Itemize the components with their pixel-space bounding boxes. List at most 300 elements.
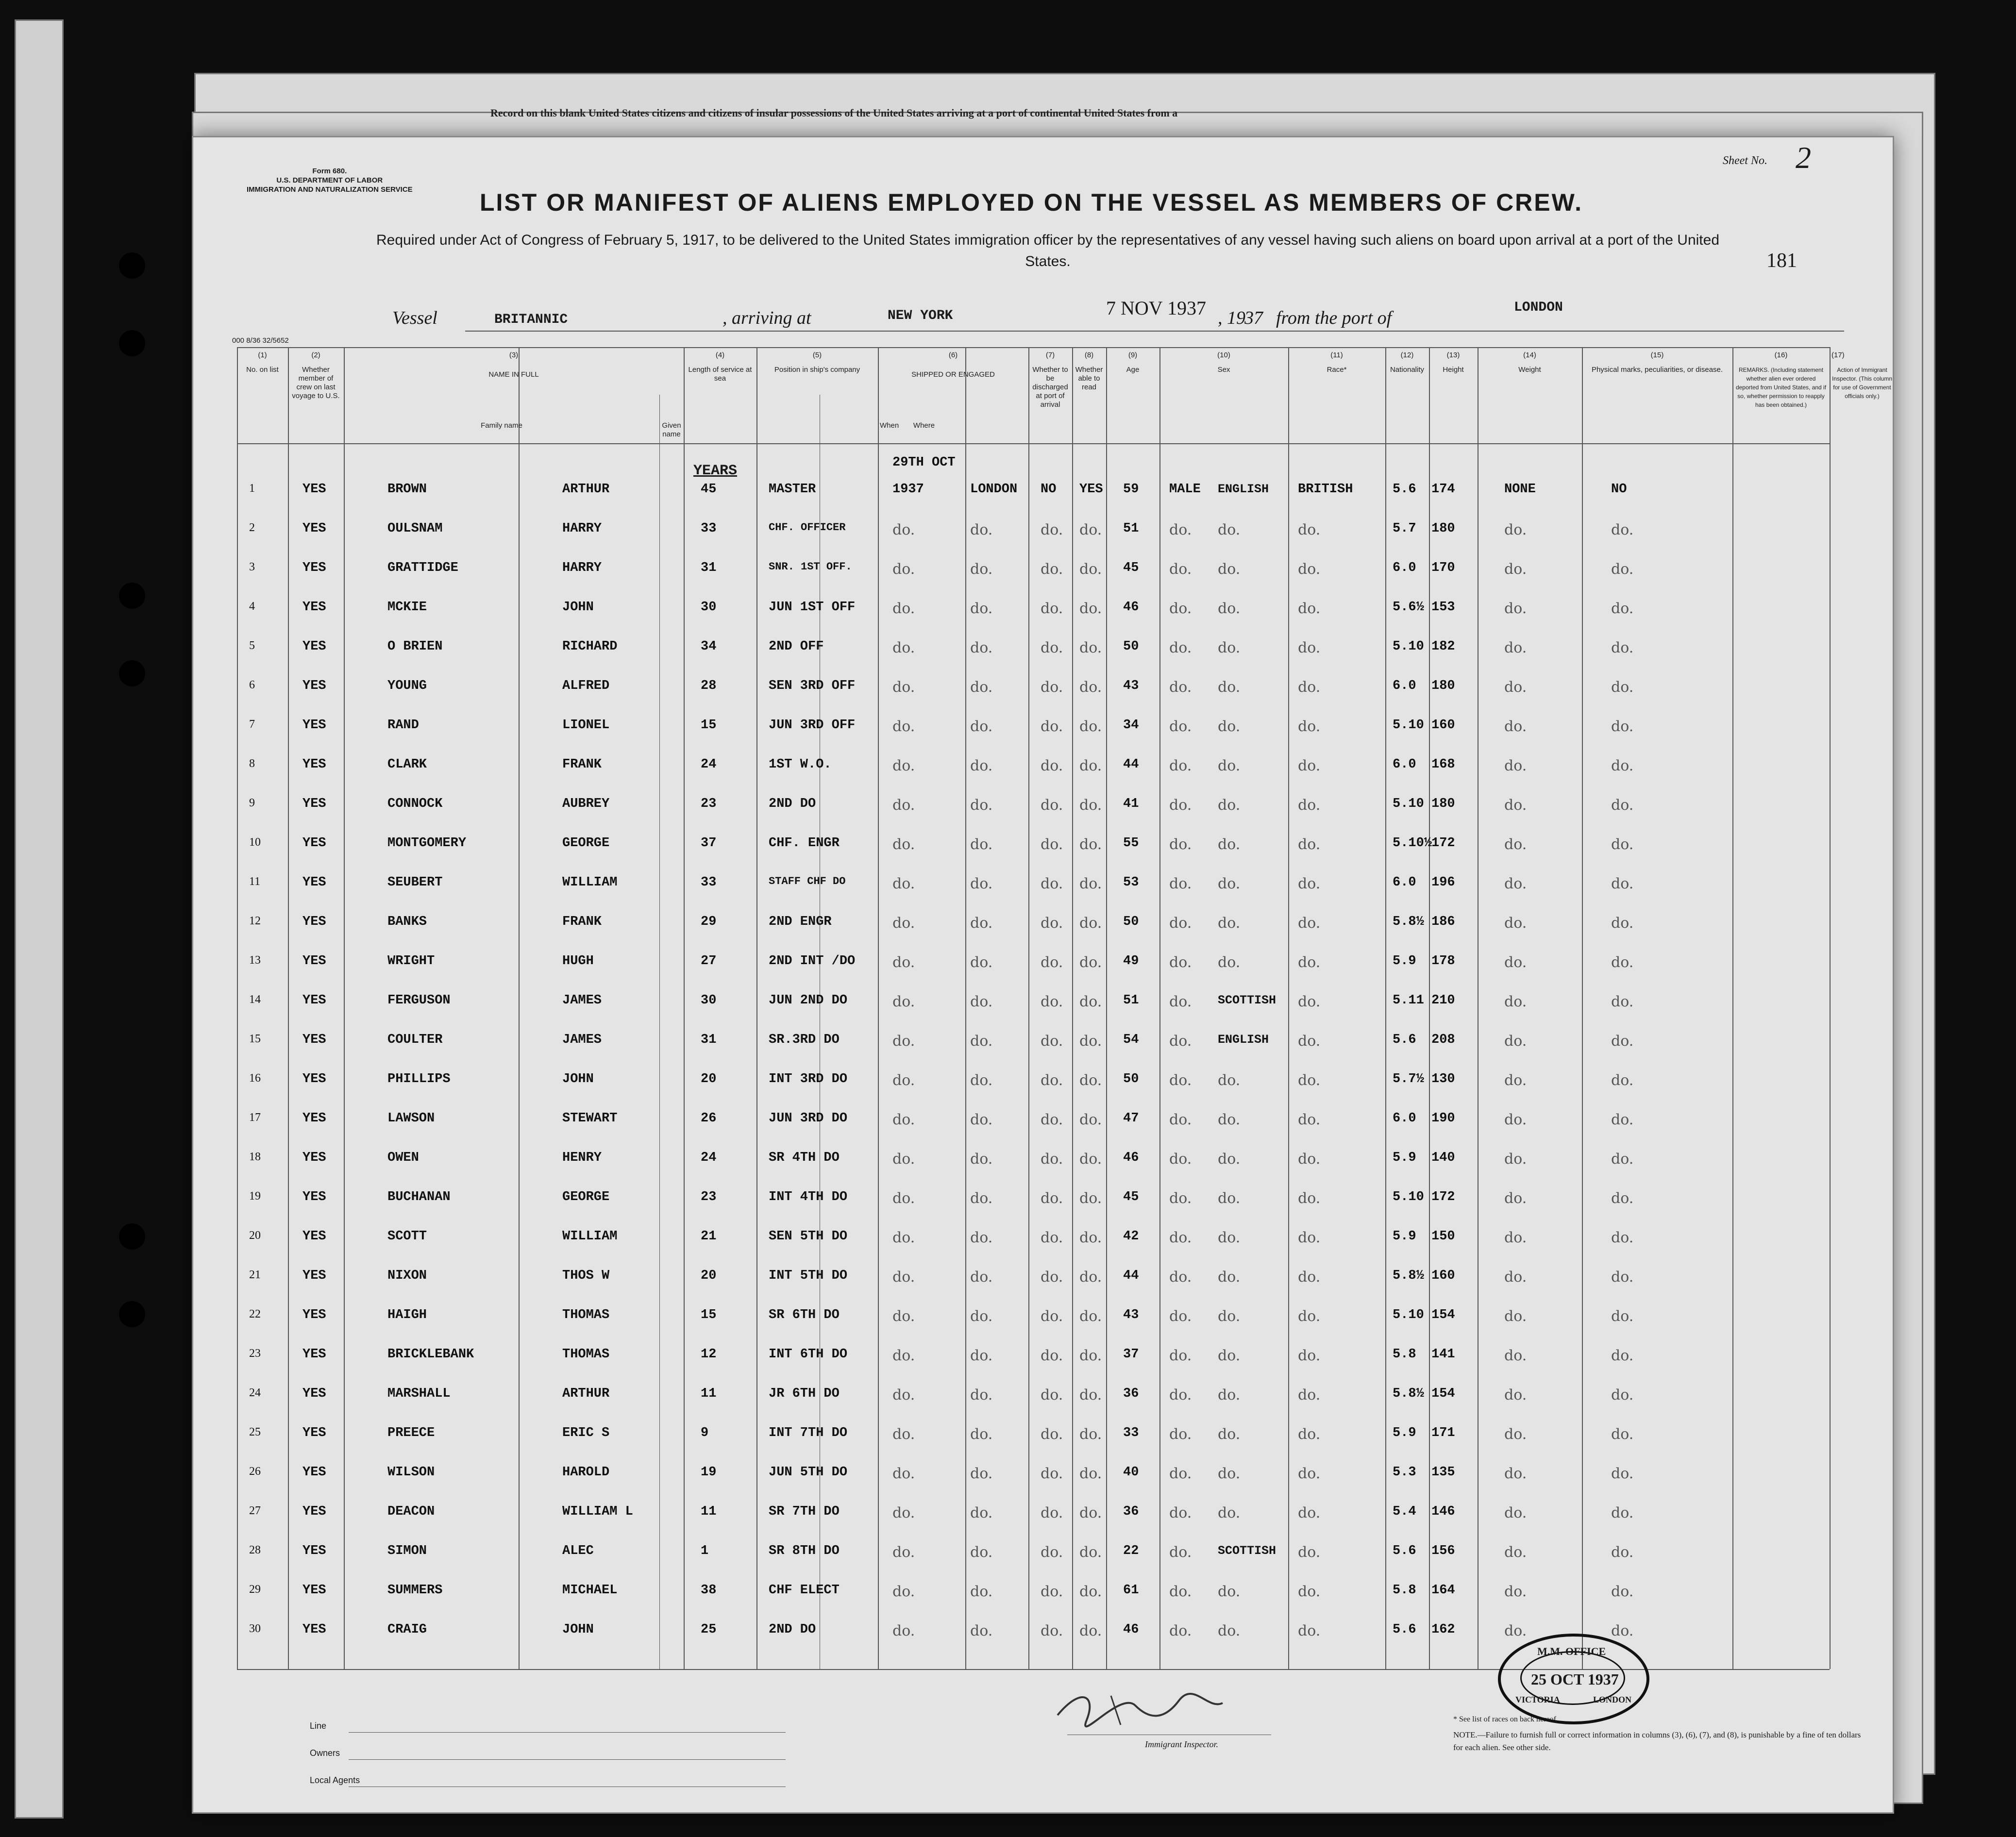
cell-remarks: do. xyxy=(1611,954,1634,971)
cell-no: 17 xyxy=(249,1111,261,1124)
footer-agents-label: Local Agents xyxy=(310,1775,360,1785)
column-label: Whether member of crew on last voyage to U.S. xyxy=(292,366,340,400)
cell-marks: do. xyxy=(1504,875,1527,892)
cell-height: 5.10 xyxy=(1393,718,1424,733)
cell-weight: 171 xyxy=(1431,1426,1455,1440)
cell-weight: 180 xyxy=(1431,797,1455,811)
vessel-label: Vessel xyxy=(392,308,437,328)
cell-given: JOHN xyxy=(562,1622,594,1637)
cell-weight: 172 xyxy=(1431,1190,1455,1204)
cell-age: 36 xyxy=(1123,1504,1139,1519)
cell-marks: do. xyxy=(1504,679,1527,696)
cell-where: do. xyxy=(970,1190,993,1207)
column-number: (3) xyxy=(509,351,519,359)
cell-race: SCOTTISH xyxy=(1218,993,1277,1007)
cell-marks: do. xyxy=(1504,954,1527,971)
cell-height: 6.0 xyxy=(1393,561,1416,575)
cell-discharged: do. xyxy=(1041,639,1063,656)
cell-remarks: do. xyxy=(1611,797,1634,814)
cell-discharged: do. xyxy=(1041,1386,1063,1403)
cell-age: 33 xyxy=(1123,1426,1139,1440)
cell-nationality: do. xyxy=(1298,836,1321,853)
back-page-left-edge xyxy=(15,19,64,1819)
print-code: 000 8/36 32/5652 xyxy=(232,336,289,345)
cell-no: 28 xyxy=(249,1544,261,1556)
column-rule xyxy=(344,347,345,1669)
cell-crew: YES xyxy=(302,1229,326,1244)
cell-family: BROWN xyxy=(387,482,427,497)
cell-weight: 150 xyxy=(1431,1229,1455,1244)
cell-where: do. xyxy=(970,993,993,1010)
cell-height: 5.10½ xyxy=(1393,836,1432,851)
cell-nationality: do. xyxy=(1298,1151,1321,1168)
cell-given: ALEC xyxy=(562,1544,594,1558)
cell-height: 5.9 xyxy=(1393,1229,1416,1244)
cell-race: do. xyxy=(1218,521,1241,538)
cell-position: INT 7TH DO xyxy=(769,1426,848,1440)
cell-where: do. xyxy=(970,875,993,892)
cell-service: 1 xyxy=(701,1544,709,1558)
cell-remarks: do. xyxy=(1611,1583,1634,1600)
year-label: , 19 xyxy=(1218,308,1245,328)
cell-given: HUGH xyxy=(562,954,594,969)
cell-read: do. xyxy=(1079,915,1102,932)
cell-marks: do. xyxy=(1504,639,1527,656)
cell-given: JOHN xyxy=(562,1072,594,1086)
cell-position: SR 4TH DO xyxy=(769,1151,840,1165)
cell-nationality: do. xyxy=(1298,639,1321,656)
cell-no: 9 xyxy=(249,797,255,809)
cell-where: do. xyxy=(970,954,993,971)
cell-where: do. xyxy=(970,1111,993,1128)
cell-sex: do. xyxy=(1169,1347,1192,1364)
cell-marks: do. xyxy=(1504,1033,1527,1050)
cell-age: 44 xyxy=(1123,757,1139,772)
cell-read: do. xyxy=(1079,1583,1102,1600)
cell-nationality: do. xyxy=(1298,1308,1321,1325)
cell-age: 36 xyxy=(1123,1386,1139,1401)
cell-race: do. xyxy=(1218,797,1241,814)
cell-height: 5.8 xyxy=(1393,1347,1416,1362)
cell-nationality: do. xyxy=(1298,1465,1321,1482)
cell-where: do. xyxy=(970,797,993,814)
from-label: from the port of xyxy=(1276,308,1392,328)
column-rule xyxy=(1028,347,1029,1669)
cell-marks: do. xyxy=(1504,1347,1527,1364)
cell-family: CONNOCK xyxy=(387,797,443,811)
cell-weight: 178 xyxy=(1431,954,1455,969)
cell-weight: 154 xyxy=(1431,1308,1455,1322)
column-number: (6) xyxy=(948,351,958,359)
office-stamp xyxy=(1498,1634,1649,1724)
cell-position: JUN 3RD OFF xyxy=(769,718,856,733)
cell-where: do. xyxy=(970,679,993,696)
column-number: (13) xyxy=(1446,351,1460,359)
cell-sex: do. xyxy=(1169,718,1192,735)
column-rule xyxy=(519,347,520,1669)
cell-crew: YES xyxy=(302,993,326,1008)
cell-family: OULSNAM xyxy=(387,521,443,536)
cell-discharged: do. xyxy=(1041,1504,1063,1521)
cell-no: 20 xyxy=(249,1229,261,1242)
cell-sex: do. xyxy=(1169,1229,1192,1246)
cell-age: 43 xyxy=(1123,1308,1139,1322)
cell-crew: YES xyxy=(302,1465,326,1480)
cell-family: LAWSON xyxy=(387,1111,435,1126)
column-number: (11) xyxy=(1330,351,1343,359)
cell-remarks: do. xyxy=(1611,1504,1634,1521)
column-number: (7) xyxy=(1045,351,1055,359)
cell-when: do. xyxy=(892,718,915,735)
cell-when: do. xyxy=(892,521,915,538)
cell-read: do. xyxy=(1079,757,1102,774)
cell-marks: do. xyxy=(1504,1504,1527,1521)
cell-remarks: do. xyxy=(1611,1190,1634,1207)
cell-read: do. xyxy=(1079,1072,1102,1089)
cell-family: HAIGH xyxy=(387,1308,427,1322)
cell-nationality: do. xyxy=(1298,993,1321,1010)
cell-nationality: do. xyxy=(1298,1504,1321,1521)
cell-age: 50 xyxy=(1123,915,1139,929)
cell-race: do. xyxy=(1218,1504,1241,1521)
cell-race: do. xyxy=(1218,1465,1241,1482)
cell-family: MCKIE xyxy=(387,600,427,615)
cell-sex: do. xyxy=(1169,915,1192,932)
cell-remarks: do. xyxy=(1611,679,1634,696)
cell-remarks: do. xyxy=(1611,1229,1634,1246)
cell-crew: YES xyxy=(302,521,326,536)
cell-sex: do. xyxy=(1169,1190,1192,1207)
cell-age: 54 xyxy=(1123,1033,1139,1047)
column-number: (1) xyxy=(258,351,267,359)
cell-when: do. xyxy=(892,600,915,617)
cell-sex: do. xyxy=(1169,521,1192,538)
binder-hole xyxy=(119,660,145,686)
cell-race: SCOTTISH xyxy=(1218,1544,1277,1558)
cell-weight: 140 xyxy=(1431,1151,1455,1165)
cell-service: 20 xyxy=(701,1072,717,1086)
cell-remarks: do. xyxy=(1611,1269,1634,1286)
cell-when: do. xyxy=(892,1544,915,1561)
cell-remarks: do. xyxy=(1611,1544,1634,1561)
cell-when: do. xyxy=(892,1190,915,1207)
stamp-top-text: M.M. OFFICE xyxy=(1537,1645,1606,1657)
cell-read: do. xyxy=(1079,1033,1102,1050)
cell-discharged: do. xyxy=(1041,836,1063,853)
cell-when: do. xyxy=(892,1426,915,1443)
cell-crew: YES xyxy=(302,1386,326,1401)
cell-weight: 170 xyxy=(1431,561,1455,575)
cell-discharged: do. xyxy=(1041,1072,1063,1089)
cell-remarks: do. xyxy=(1611,1465,1634,1482)
column-rule xyxy=(1106,347,1107,1669)
cell-sex: do. xyxy=(1169,836,1192,853)
cell-read: do. xyxy=(1079,1269,1102,1286)
cell-no: 16 xyxy=(249,1072,261,1085)
cell-age: 46 xyxy=(1123,1151,1139,1165)
cell-height: 5.10 xyxy=(1393,797,1424,811)
cell-remarks: do. xyxy=(1611,1111,1634,1128)
cell-read: do. xyxy=(1079,718,1102,735)
cell-discharged: do. xyxy=(1041,1465,1063,1482)
cell-no: 27 xyxy=(249,1504,261,1517)
cell-nationality: do. xyxy=(1298,1347,1321,1364)
cell-sex: do. xyxy=(1169,1622,1192,1639)
cell-sex: MALE xyxy=(1169,482,1201,497)
column-number: (15) xyxy=(1650,351,1664,359)
cell-race: do. xyxy=(1218,1308,1241,1325)
cell-height: 5.6 xyxy=(1393,1544,1416,1558)
cell-position: SNR. 1ST OFF. xyxy=(769,561,852,573)
cell-given: GEORGE xyxy=(562,836,610,851)
cell-where: do. xyxy=(970,1347,993,1364)
cell-nationality: do. xyxy=(1298,875,1321,892)
cell-read: do. xyxy=(1079,875,1102,892)
cell-position: SR.3RD DO xyxy=(769,1033,840,1047)
cell-when: do. xyxy=(892,757,915,774)
cell-sex: do. xyxy=(1169,679,1192,696)
cell-sex: do. xyxy=(1169,1544,1192,1561)
cell-age: 43 xyxy=(1123,679,1139,693)
cell-position: SEN 3RD OFF xyxy=(769,679,856,693)
cell-weight: 190 xyxy=(1431,1111,1455,1126)
cell-age: 50 xyxy=(1123,639,1139,654)
cell-where: do. xyxy=(970,1151,993,1168)
cell-marks: do. xyxy=(1504,1072,1527,1089)
cell-position: STAFF CHF DO xyxy=(769,875,846,887)
cell-age: 22 xyxy=(1123,1544,1139,1558)
cell-remarks: do. xyxy=(1611,915,1634,932)
cell-discharged: do. xyxy=(1041,521,1063,538)
cell-read: do. xyxy=(1079,1426,1102,1443)
cell-family: O BRIEN xyxy=(387,639,443,654)
cell-height: 5.9 xyxy=(1393,954,1416,969)
column-number: (17) xyxy=(1831,351,1845,359)
cell-service: 26 xyxy=(701,1111,717,1126)
cell-given: AUBREY xyxy=(562,797,610,811)
cell-discharged: do. xyxy=(1041,718,1063,735)
year-suffix: 37 xyxy=(1244,308,1263,328)
cell-read: do. xyxy=(1079,797,1102,814)
cell-crew: YES xyxy=(302,1308,326,1322)
column-label: Race* xyxy=(1327,366,1347,374)
cell-service: 24 xyxy=(701,1151,717,1165)
cell-position: CHF ELECT xyxy=(769,1583,840,1598)
cell-no: 10 xyxy=(249,836,261,849)
cell-read: do. xyxy=(1079,521,1102,538)
cell-race: do. xyxy=(1218,679,1241,696)
cell-when: do. xyxy=(892,875,915,892)
cell-crew: YES xyxy=(302,639,326,654)
cell-given: ALFRED xyxy=(562,679,610,693)
column-label: Weight xyxy=(1518,366,1541,374)
cell-weight: 180 xyxy=(1431,679,1455,693)
cell-height: 5.6 xyxy=(1393,1622,1416,1637)
cell-position: INT 6TH DO xyxy=(769,1347,848,1362)
cell-position: INT 5TH DO xyxy=(769,1269,848,1283)
cell-given: JAMES xyxy=(562,1033,602,1047)
cell-marks: do. xyxy=(1504,1583,1527,1600)
cell-height: 5.8½ xyxy=(1393,1269,1424,1283)
cell-family: NIXON xyxy=(387,1269,427,1283)
cell-marks: do. xyxy=(1504,1465,1527,1482)
cell-weight: 130 xyxy=(1431,1072,1455,1086)
cell-where: do. xyxy=(970,1072,993,1089)
cell-marks: do. xyxy=(1504,1190,1527,1207)
cell-crew: YES xyxy=(302,1151,326,1165)
cell-crew: YES xyxy=(302,600,326,615)
cell-marks: do. xyxy=(1504,1622,1527,1639)
cell-read: do. xyxy=(1079,679,1102,696)
cell-nationality: do. xyxy=(1298,915,1321,932)
cell-no: 19 xyxy=(249,1190,261,1202)
cell-position: JR 6TH DO xyxy=(769,1386,840,1401)
cell-remarks: do. xyxy=(1611,1072,1634,1089)
cell-height: 6.0 xyxy=(1393,757,1416,772)
cell-when: 1937 xyxy=(892,482,924,497)
cell-discharged: do. xyxy=(1041,1151,1063,1168)
cell-where: do. xyxy=(970,1229,993,1246)
arrival-date: 7 NOV 1937 xyxy=(1106,297,1206,319)
cell-service: 12 xyxy=(701,1347,717,1362)
cell-race: do. xyxy=(1218,1229,1241,1246)
cell-race: do. xyxy=(1218,639,1241,656)
column-label: REMARKS. (Including statement whether alien ever ordered deported from United States, and if so, whether permission to reapply has been obtained.) xyxy=(1735,367,1827,408)
column-rule xyxy=(684,347,685,1669)
cell-family: DEACON xyxy=(387,1504,435,1519)
cell-given: JOHN xyxy=(562,600,594,615)
cell-service: 23 xyxy=(701,1190,717,1204)
cell-no: 22 xyxy=(249,1308,261,1320)
cell-sex: do. xyxy=(1169,1426,1192,1443)
cell-family: BANKS xyxy=(387,915,427,929)
cell-height: 5.10 xyxy=(1393,639,1424,654)
cell-no: 18 xyxy=(249,1151,261,1163)
cell-crew: YES xyxy=(302,1622,326,1637)
cell-weight: 153 xyxy=(1431,600,1455,615)
cell-nationality: do. xyxy=(1298,954,1321,971)
cell-service: 33 xyxy=(701,875,717,890)
cell-given: ARTHUR xyxy=(562,482,610,497)
cell-race: do. xyxy=(1218,718,1241,735)
cell-sex: do. xyxy=(1169,1033,1192,1050)
cell-remarks: do. xyxy=(1611,1426,1634,1443)
cell-service: 20 xyxy=(701,1269,717,1283)
cell-sex: do. xyxy=(1169,993,1192,1010)
cell-weight: 154 xyxy=(1431,1386,1455,1401)
cell-discharged: do. xyxy=(1041,1229,1063,1246)
cell-discharged: do. xyxy=(1041,1347,1063,1364)
cell-position: JUN 1ST OFF xyxy=(769,600,856,615)
cell-no: 13 xyxy=(249,954,261,967)
cell-where: do. xyxy=(970,1033,993,1050)
cell-where: do. xyxy=(970,1465,993,1482)
binder-hole xyxy=(119,1223,145,1250)
cell-height: 5.4 xyxy=(1393,1504,1416,1519)
column-number: (12) xyxy=(1400,351,1414,359)
cell-discharged: do. xyxy=(1041,915,1063,932)
cell-where: LONDON xyxy=(970,482,1018,497)
cell-age: 40 xyxy=(1123,1465,1139,1480)
cell-weight: 168 xyxy=(1431,757,1455,772)
cell-race: do. xyxy=(1218,1386,1241,1403)
cell-where: do. xyxy=(970,1386,993,1403)
cell-nationality: do. xyxy=(1298,600,1321,617)
cell-service: 34 xyxy=(701,639,717,654)
arrival-port: NEW YORK xyxy=(888,308,953,323)
cell-weight: 186 xyxy=(1431,915,1455,929)
cell-no: 2 xyxy=(249,521,255,534)
cell-given: THOMAS xyxy=(562,1347,610,1362)
cell-nationality: do. xyxy=(1298,1583,1321,1600)
cell-race: do. xyxy=(1218,915,1241,932)
cell-given: ARTHUR xyxy=(562,1386,610,1401)
cell-crew: YES xyxy=(302,561,326,575)
footer-owners-label: Owners xyxy=(310,1748,340,1758)
cell-given: WILLIAM xyxy=(562,1229,618,1244)
column-number: (9) xyxy=(1128,351,1138,359)
sheet-label: Sheet No. xyxy=(1723,154,1767,167)
cell-read: do. xyxy=(1079,1151,1102,1168)
cell-position: SR 8TH DO xyxy=(769,1544,840,1558)
cell-crew: YES xyxy=(302,1033,326,1047)
cell-age: 49 xyxy=(1123,954,1139,969)
cell-service: 33 xyxy=(701,521,717,536)
stamp-right-text: LONDON xyxy=(1593,1695,1632,1704)
cell-service: 30 xyxy=(701,600,717,615)
cell-when: do. xyxy=(892,993,915,1010)
cell-crew: YES xyxy=(302,1504,326,1519)
cell-when: do. xyxy=(892,1308,915,1325)
cell-read: do. xyxy=(1079,561,1102,578)
cell-family: RAND xyxy=(387,718,419,733)
cell-age: 51 xyxy=(1123,993,1139,1008)
cell-family: GRATTIDGE xyxy=(387,561,458,575)
cell-family: OWEN xyxy=(387,1151,419,1165)
cell-height: 5.8½ xyxy=(1393,915,1424,929)
cell-weight: 160 xyxy=(1431,718,1455,733)
cell-where: do. xyxy=(970,639,993,656)
cell-where: do. xyxy=(970,561,993,578)
cell-discharged: do. xyxy=(1041,954,1063,971)
cell-given: HAROLD xyxy=(562,1465,610,1480)
cell-family: MARSHALL xyxy=(387,1386,451,1401)
cell-nationality: do. xyxy=(1298,1544,1321,1561)
cell-given: HARRY xyxy=(562,521,602,536)
cell-no: 8 xyxy=(249,757,255,770)
manifest-page xyxy=(192,136,1894,1814)
cell-position: 2ND ENGR xyxy=(769,915,832,929)
cell-marks: do. xyxy=(1504,1229,1527,1246)
header-bottom-border xyxy=(237,443,1830,444)
cell-age: 61 xyxy=(1123,1583,1139,1598)
cell-when: do. xyxy=(892,1583,915,1600)
cell-position: INT 3RD DO xyxy=(769,1072,848,1086)
page-number: 181 xyxy=(1766,250,1797,272)
column-sublabel: Given name xyxy=(662,421,681,438)
cell-sex: do. xyxy=(1169,1072,1192,1089)
cell-discharged: do. xyxy=(1041,1583,1063,1600)
cell-position: CHF. OFFICER xyxy=(769,521,846,534)
cell-weight: 156 xyxy=(1431,1544,1455,1558)
cell-weight: 182 xyxy=(1431,639,1455,654)
cell-marks: do. xyxy=(1504,1111,1527,1128)
cell-read: do. xyxy=(1079,1504,1102,1521)
cell-marks: do. xyxy=(1504,1151,1527,1168)
cell-family: FERGUSON xyxy=(387,993,451,1008)
cell-crew: YES xyxy=(302,1190,326,1204)
column-label: NAME IN FULL xyxy=(488,370,539,379)
